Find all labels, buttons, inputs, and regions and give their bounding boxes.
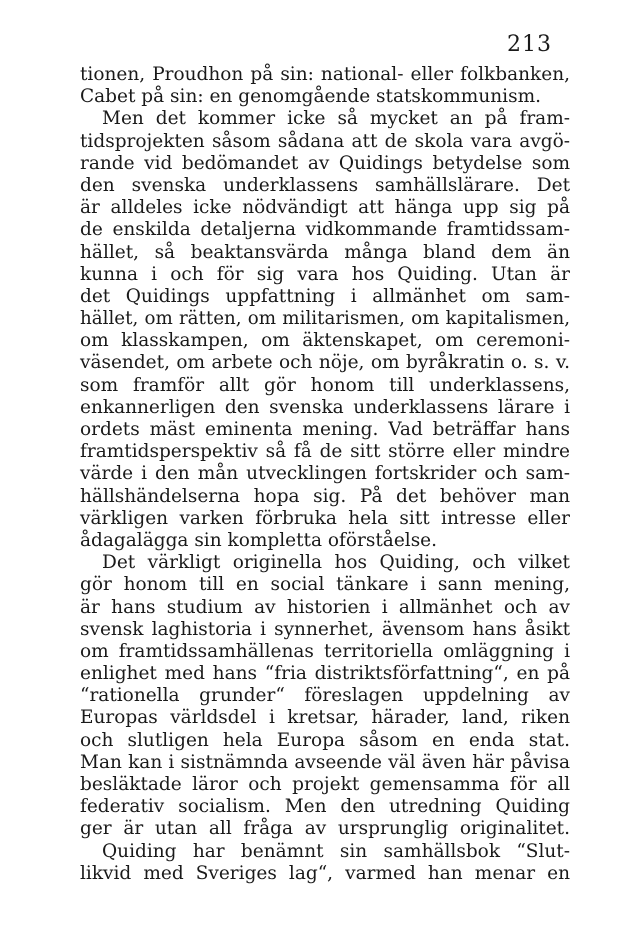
text-line: rande vid bedömandet av Quidings betydelse som	[80, 152, 570, 174]
text-line: hällshändelserna hopa sig. På det behöver man	[80, 485, 570, 507]
text-line: värde i den mån utvecklingen fortskrider och sam-	[80, 463, 570, 485]
text-line: Quiding har benämnt sin samhällsbok “Slut-	[102, 840, 570, 862]
text-line: det Quidings uppfattning i allmänhet om sam-	[80, 285, 570, 307]
text-line: väsendet, om arbete och nöje, om byråkratin o. s. v.	[80, 352, 570, 374]
body-text	[80, 64, 570, 885]
page-number: 213	[507, 32, 552, 57]
text-line: likvid med Sveriges lag“, varmed han menar en	[80, 862, 570, 884]
text-line: “rationella grunder“ föreslagen uppdelning av	[80, 685, 570, 707]
text-line: Cabet på sin: en genomgående statskommunism.	[80, 86, 542, 108]
text-line: värkligen varken förbruka hela sitt intresse eller	[80, 507, 570, 529]
text-line: gör honom till en social tänkare i sann mening,	[80, 574, 570, 596]
text-line: hället, så beaktansvärda många bland dem än	[80, 241, 570, 263]
text-line: tionen, Proudhon på sin: national- eller folkbanken,	[80, 64, 570, 85]
text-line: framtidsperspektiv så få de sitt större eller mindre	[80, 441, 570, 463]
text-line: besläktade läror och projekt gemensamma för all	[80, 774, 570, 795]
text-line: den svenska underklassens samhällslärare. Det	[80, 174, 570, 196]
text-line: federativ socialism. Men den utredning Quiding	[80, 796, 570, 818]
text-line: är hans studium av historien i allmänhet och av	[80, 596, 570, 618]
text-line: hället, om rätten, om militarismen, om kapitalismen,	[80, 308, 570, 330]
text-line: enlighet med hans “fria distriktsförfattning“, en på	[80, 663, 570, 685]
text-line: ordets mäst eminenta mening. Vad beträffar hans	[80, 419, 570, 440]
text-line: som framför allt gör honom till underklassens,	[80, 374, 570, 396]
text-line: Europas världsdel i kretsar, härader, land, riken	[80, 707, 570, 729]
text-line: svensk laghistoria i synnerhet, ävensom hans åsikt	[80, 618, 570, 640]
text-line: är alldeles icke nödvändigt att hänga upp sig på	[80, 197, 570, 219]
text-line: om klasskampen, om äktenskapet, om ceremoni-	[80, 330, 570, 352]
text-line: tidsprojekten såsom sådana att de skola vara avgö-	[80, 130, 570, 152]
text-line: ger är utan all fråga av ursprunglig originalitet.	[80, 818, 570, 840]
text-line: Men det kommer icke så mycket an på fram-	[102, 108, 570, 130]
text-line: om framtidssamhällenas territoriella omläggning i	[80, 640, 570, 662]
text-line: ådagalägga sin kompletta oförståelse.	[80, 529, 438, 551]
text-line: Man kan i sistnämnda avseende väl även här påvisa	[80, 751, 570, 773]
text-line: enkannerligen den svenska underklassens lärare i	[80, 396, 570, 418]
text-line: och slutligen hela Europa såsom en enda stat.	[80, 729, 570, 751]
text-line: de enskilda detaljerna vidkommande framtidssam-	[80, 219, 570, 241]
text-line: kunna i och för sig vara hos Quiding. Utan är	[80, 263, 570, 285]
text-line: Det värkligt originella hos Quiding, och vilket	[102, 552, 570, 574]
